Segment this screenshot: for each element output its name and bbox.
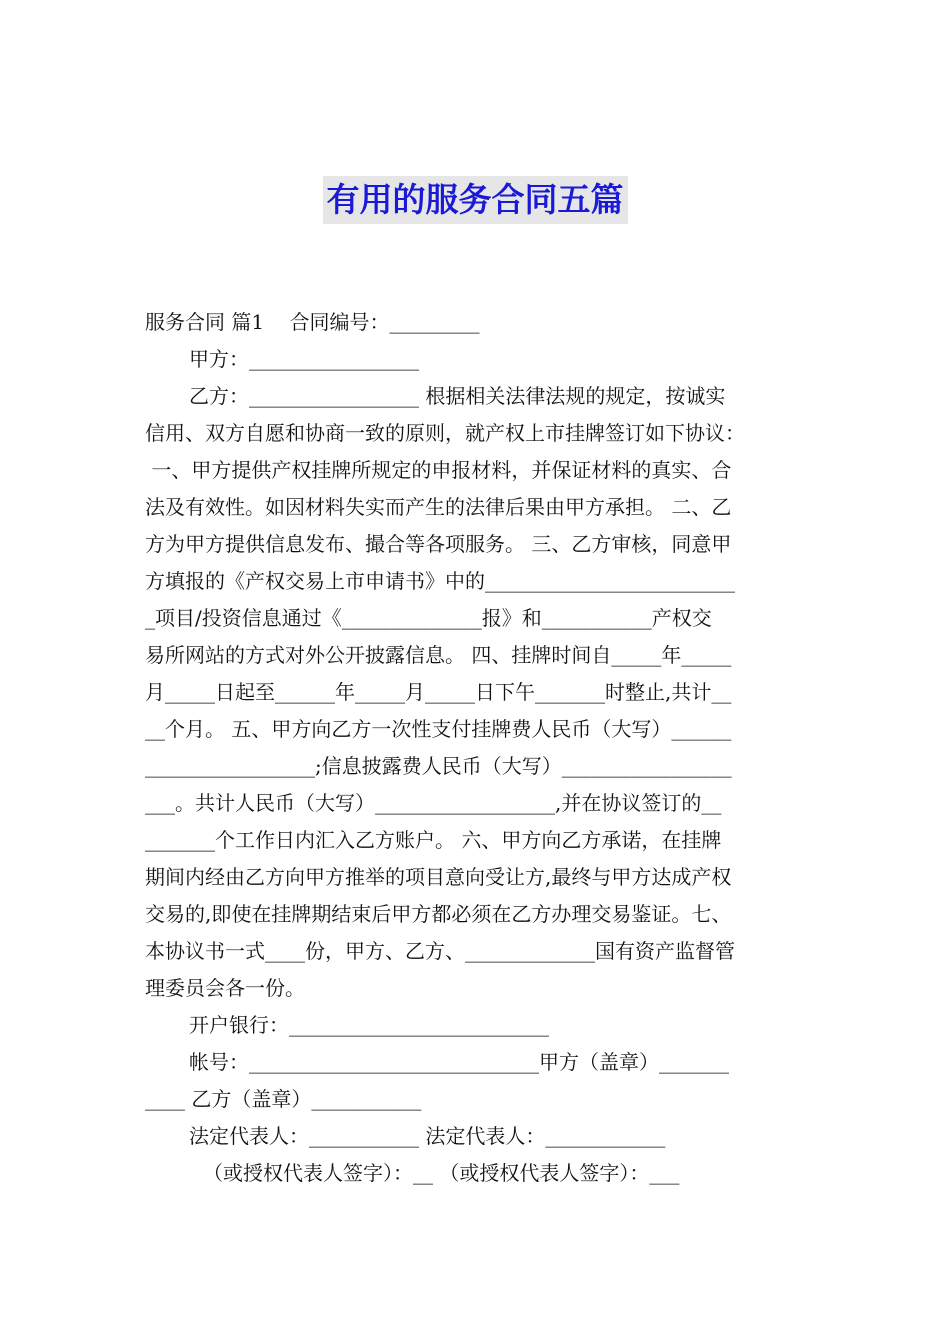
paragraph-line: 方为甲方提供信息发布、撮合等各项服务。 三、乙方审核，同意甲 [145,532,732,556]
paragraph-line: 一、甲方提供产权挂牌所规定的申报材料，并保证材料的真实、合 [145,458,732,482]
paragraph-line: _________________;信息披露费人民币（大写）_________________ [145,754,732,778]
paragraph-line: 交易的,即使在挂牌期结束后甲方都必须在乙方办理交易鉴证。七、 [145,902,732,926]
paragraph-line: ___。共计人民币（大写）__________________,并在协议签订的__ [145,791,722,815]
document-title-text: 有用的服务合同五篇 [323,176,628,224]
paragraph-line: 理委员会各一份。 [145,976,305,1000]
paragraph-line: _项目/投资信息通过《______________报》和___________产权交 [145,606,712,630]
paragraph-line: 期间内经由乙方向甲方推举的项目意向受让方,最终与甲方达成产权 [145,865,732,889]
party-b-seal-line: ____ 乙方（盖章）___________ [145,1087,422,1111]
party-a-line: 甲方：_________________ [189,347,419,371]
paragraph-line: 信用、双方自愿和协商一致的原则，就产权上市挂牌签订如下协议： [145,421,745,445]
paragraph-line: _______个工作日内汇入乙方账户。 六、甲方向乙方承诺，在挂牌 [145,828,722,852]
paragraph-line: 本协议书一式____份，甲方、乙方、_____________国有资产监督管 [145,939,735,963]
paragraph-line: 法及有效性。如因材料失实而产生的法律后果由甲方承担。 二、乙 [145,495,732,519]
paragraph-line: 月_____日起至______年_____月_____日下午_______时整止,共计__ [145,680,732,704]
party-b-line: 乙方：_________________ 根据相关法律法规的规定，按诚实 [189,384,726,408]
legal-representative-line: 法定代表人：___________ 法定代表人：____________ [189,1124,666,1148]
paragraph-line: __个月。 五、甲方向乙方一次性支付挂牌费人民币（大写）______ [145,717,732,741]
document-body [145,304,810,1192]
paragraph-line: 易所网站的方式对外公开披露信息。 四、挂牌时间自_____年_____ [145,643,732,667]
contract-heading-line: 服务合同 篇1 合同编号：_________ [145,310,480,334]
document-title [0,176,950,224]
paragraph-line: 方填报的《产权交易上市申请书》中的_________________________ [145,569,735,593]
authorized-signature-line: （或授权代表人签字）：__ （或授权代表人签字）：___ [203,1161,680,1185]
account-line: 帐号：_____________________________甲方（盖章）_______ [189,1050,729,1074]
bank-line: 开户银行：__________________________ [189,1013,549,1037]
